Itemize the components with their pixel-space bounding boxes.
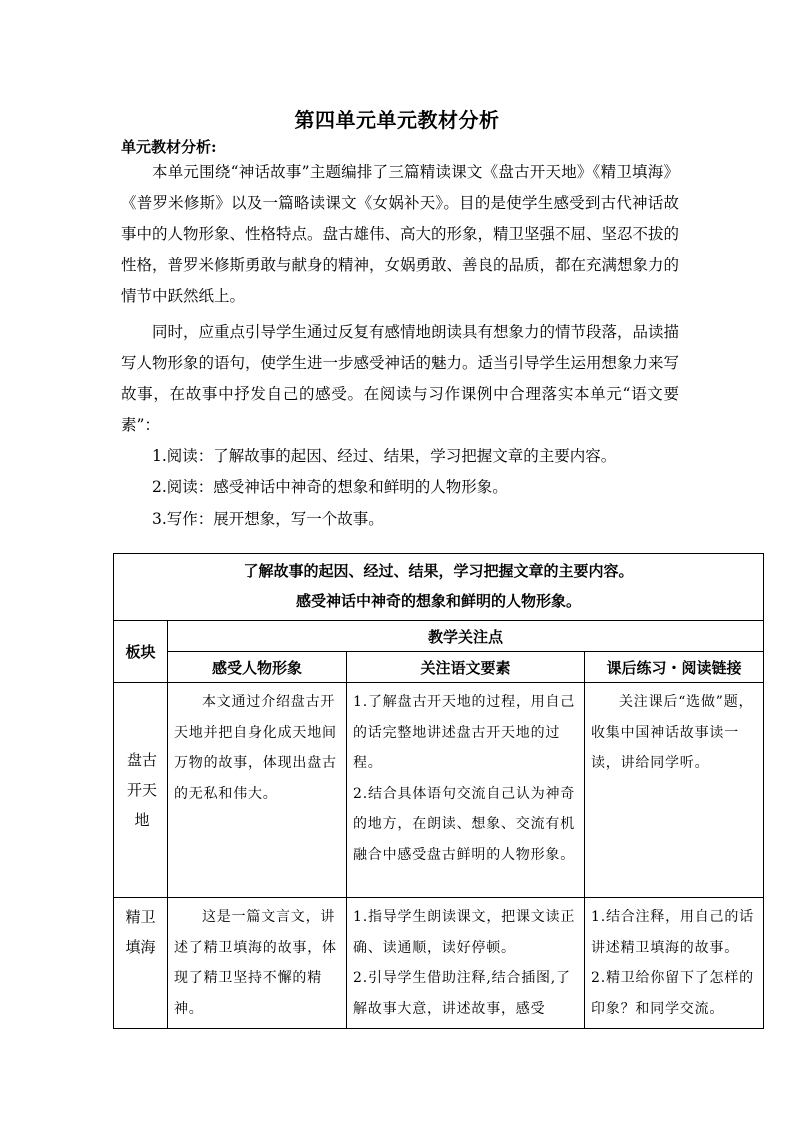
subheader-exercise: 课后练习・阅读链接 bbox=[585, 652, 764, 683]
objective-2: 感受神话中神奇的想象和鲜明的人物形象。 bbox=[296, 592, 582, 610]
subheader-row bbox=[114, 652, 764, 683]
row-elements-cell bbox=[347, 898, 585, 1029]
page-title: 第四单元单元教材分析 bbox=[294, 108, 500, 132]
element-point: 2.结合具体语句交流自己认为神奇的地方，在朗读、想象、交流有机融合中感受盘古鲜明的人物形象。 bbox=[353, 785, 576, 863]
row-exercise-cell bbox=[585, 898, 764, 1029]
objective-1: 了解故事的起因、经过、结果，学习把握文章的主要内容。 bbox=[243, 562, 634, 580]
table-row bbox=[114, 683, 764, 898]
row-block-label: 精卫填海 bbox=[114, 898, 168, 1029]
table-row bbox=[114, 898, 764, 1029]
element-point: 1.了解盘古开天地的过程，用自己的话完整地讲述盘古开天地的过程。 bbox=[353, 694, 576, 771]
row-block-label: 盘古开天地 bbox=[114, 683, 168, 898]
exercise-point: 1.结合注释，用自己的话讲述精卫填海的故事。 bbox=[591, 909, 754, 956]
subheader-elements: 关注语文要素 bbox=[347, 652, 585, 683]
header-row bbox=[114, 621, 764, 652]
paragraph-guidance: 同时，应重点引导学生通过反复有感情地朗读具有想象力的情节段落，品读描写人物形象的语句，使学生进一步感受神话的魅力。适当引导学生运用想象力来写故事，在故事中抒发自己的感受。在阅读与习作课例中合理落实本单元“语文要素”： bbox=[121, 323, 680, 434]
subheader-character: 感受人物形象 bbox=[168, 652, 347, 683]
list-item: 3.写作：展开想象，写一个故事。 bbox=[152, 510, 384, 528]
list-item: 1.阅读：了解故事的起因、经过、结果，学习把握文章的主要内容。 bbox=[152, 447, 617, 465]
element-point: 2.引导学生借助注释,结合插图,了解故事大意，讲述故事，感受 bbox=[353, 970, 571, 1017]
objectives-row bbox=[114, 554, 764, 621]
exercise-point: 2.精卫给你留下了怎样的印象？和同学交流。 bbox=[591, 970, 754, 1017]
list-item: 2.阅读：感受神话中神奇的想象和鲜明的人物形象。 bbox=[152, 478, 508, 496]
paragraph-intro: 本单元围绕“神话故事”主题编排了三篇精读课文《盘古开天地》《精卫填海》《普罗米修斯》以及一篇略读课文《女娲补天》。目的是使学生感受到古代神话故事中的人物形象、性格特点。盘古雄伟、高大的形象，精卫坚强不屈、坚忍不拔的性格，普罗米修斯勇敢与献身的精神，女娲勇敢、善良的品质，都在充满想象力的情节中跃然纸上。 bbox=[121, 163, 680, 305]
row-elements-cell bbox=[347, 683, 585, 898]
row-character-cell: 这是一篇文言文，讲述了精卫填海的故事，体现了精卫坚持不懈的精神。 bbox=[168, 898, 347, 1029]
element-point: 1.指导学生朗读课文，把课文读正确、读通顺，读好停顿。 bbox=[353, 909, 576, 956]
section-label: 单元教材分析: bbox=[121, 138, 217, 156]
header-focus: 教学关注点 bbox=[168, 621, 764, 652]
analysis-table bbox=[113, 553, 764, 1029]
header-block: 板块 bbox=[114, 621, 168, 683]
row-character-cell: 本文通过介绍盘古开天地并把自身化成天地间万物的故事，体现出盘古的无私和伟大。 bbox=[168, 683, 347, 898]
objectives-cell bbox=[114, 554, 764, 621]
row-exercise-cell: 关注课后“选做”题，收集中国神话故事读一读，讲给同学听。 bbox=[585, 683, 764, 898]
